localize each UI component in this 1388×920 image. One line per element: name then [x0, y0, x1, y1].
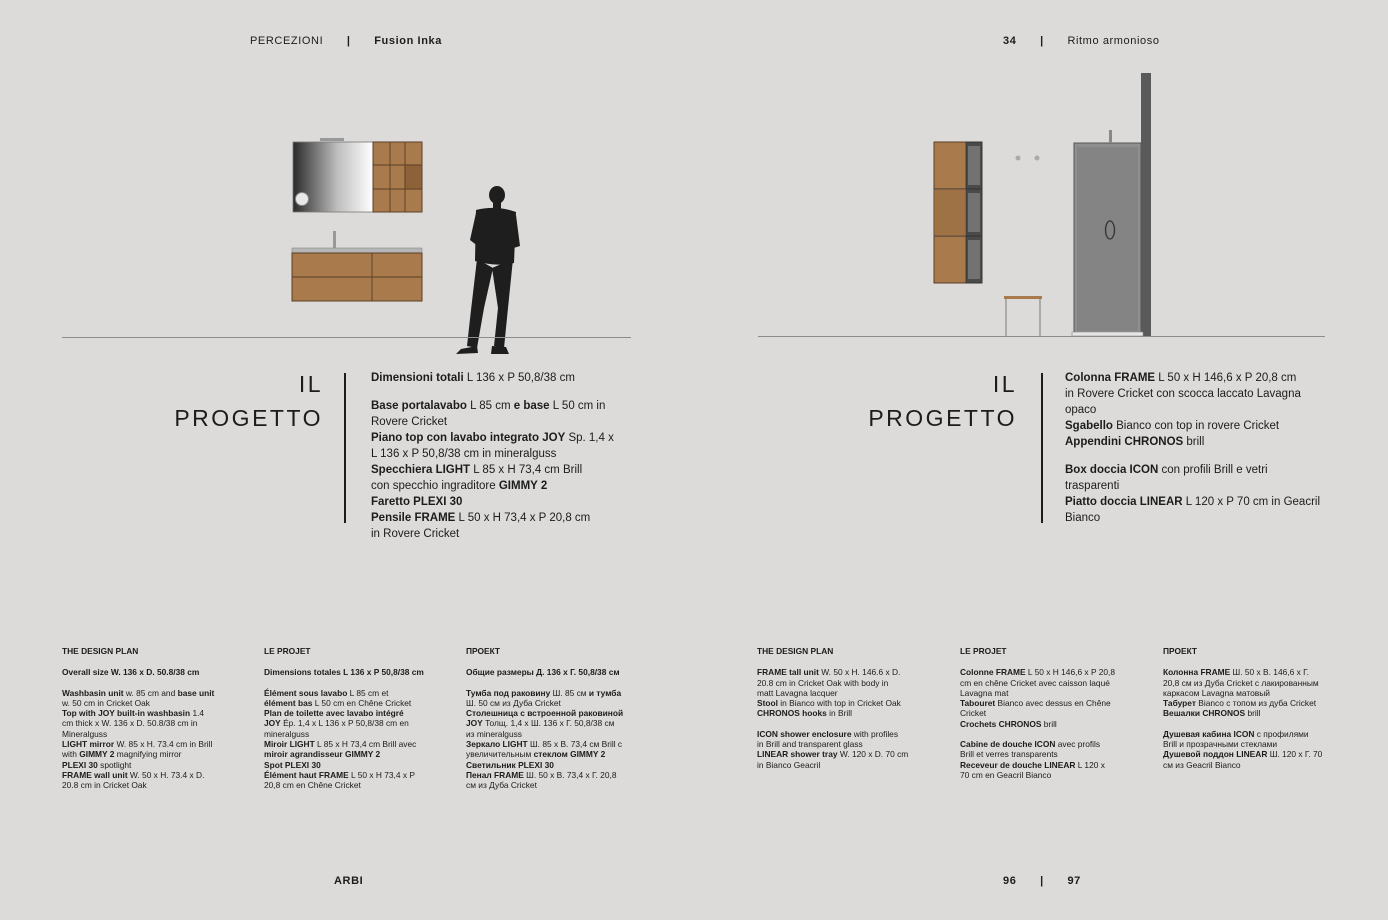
column-line [1163, 688, 1329, 698]
text-run: w. 50 cm in Cricket Oak [62, 697, 150, 708]
right-col-english [757, 646, 919, 770]
column-line [757, 729, 919, 739]
text-run: Душевая кабина ICON [1163, 728, 1255, 739]
text-run: with profiles [851, 728, 899, 739]
chronos-hooks-drawing [1016, 156, 1040, 161]
page-number-right: 97 [1067, 875, 1081, 887]
text-run: brill [1183, 436, 1205, 448]
text-run: из mineralguss [466, 728, 522, 739]
text-run: W. 50 x H. 146.6 x D. [818, 667, 901, 678]
text-run: 20,8 см из Дуба Cricket с лакированным [1163, 677, 1319, 688]
text-run: W. 50 x H. 73.4 x D. [127, 769, 205, 780]
spec-line [371, 370, 631, 386]
text-run: Ép. 1,4 x L 136 x P 50,8/38 cm en [280, 718, 409, 729]
column-heading: ПРОЕКТ [1163, 646, 1198, 656]
column-line [757, 688, 919, 698]
text-run: Miroir LIGHT [264, 739, 315, 750]
text-run: L 50 x H 146,6 x P 20,8 cm [1155, 372, 1297, 384]
text-run: opaco [1065, 404, 1097, 416]
column-line [62, 698, 224, 708]
text-run: L 85 x H 73,4 cm Brill [470, 464, 583, 476]
human-figure-silhouette [456, 186, 520, 354]
text-run: Base portalavabo [371, 400, 467, 412]
collection-title: Fusion Inka [374, 35, 442, 47]
left-floor-line [62, 337, 631, 338]
left-col-russian [466, 646, 632, 791]
column-line [62, 780, 224, 790]
text-run: GIMMY 2 [79, 749, 115, 760]
spec-line [1065, 434, 1335, 450]
text-run: w. 85 cm and [123, 687, 178, 698]
spec-line [1065, 386, 1335, 402]
text-run: Светильник PLEXI 30 [466, 759, 554, 770]
right-floor-line [758, 336, 1325, 337]
text-run: Sp. 1,4 x [565, 432, 614, 444]
column-line [62, 729, 224, 739]
text-run: Tabouret [960, 698, 996, 709]
column-line [62, 708, 224, 718]
text-run: mineralguss [264, 728, 310, 739]
column-line [264, 698, 426, 708]
text-run: L 50 cm in [549, 400, 606, 412]
column-line [466, 780, 632, 790]
left-col-french [264, 646, 426, 791]
text-run: Top with JOY built-in washbasin [62, 708, 191, 719]
right-col-french [960, 646, 1122, 780]
shower-enclosure-drawing [1072, 73, 1151, 337]
line-gap [371, 386, 631, 398]
spec-line [1065, 462, 1335, 478]
text-run: FRAME tall unit [757, 667, 819, 678]
column-line [62, 688, 224, 698]
text-run: magnifying mirror [114, 749, 182, 760]
text-run: con profili Brill e vetri [1158, 464, 1268, 476]
brand-footer: ARBI [334, 875, 364, 887]
text-run: Cabine de douche ICON [960, 739, 1056, 750]
text-run: cm en chêne Cricket avec caisson laqué [960, 677, 1110, 688]
title-line-2: PROGETTO [868, 405, 1017, 431]
text-run: Dimensions totales L 136 x P 50,8/38 cm [264, 667, 424, 678]
text-run: и тумба [588, 687, 622, 698]
text-run: Crochets CHRONOS [960, 718, 1042, 729]
column-line [960, 739, 1122, 749]
line-gap [757, 719, 919, 729]
column-line [960, 749, 1122, 759]
right-section-title [860, 367, 1017, 435]
right-title-divider [1041, 373, 1043, 523]
column-line [1163, 698, 1329, 708]
text-run: L 120 x [1075, 759, 1105, 770]
text-run: spotlight [97, 759, 132, 770]
text-run: L 136 x P 50,8/38 cm in mineralguss [371, 448, 557, 460]
text-run: Brill и прозрачными стеклами [1163, 739, 1278, 750]
frame-tall-unit-drawing [934, 142, 982, 283]
column-heading: ПРОЕКТ [466, 646, 501, 656]
text-run: 20.8 cm in Cricket Oak with body in [757, 677, 889, 688]
spec-line [1065, 510, 1335, 526]
column-line [466, 718, 632, 728]
spec-line [1065, 418, 1335, 434]
right-col-russian [1163, 646, 1329, 770]
stool-drawing [1004, 296, 1042, 336]
column-line [960, 698, 1122, 708]
text-run: L 85 cm [466, 400, 514, 412]
text-run: L 50 x H 73,4 x P [348, 769, 415, 780]
text-run: 20,8 cm en Chêne Cricket [264, 780, 361, 791]
column-line [466, 760, 632, 770]
text-run: PLEXI 30 [62, 759, 98, 770]
text-run: Bianco с топом из дуба Cricket [1195, 698, 1317, 709]
text-run: 70 cm en Geacril Bianco [960, 769, 1052, 780]
column-line [757, 708, 919, 718]
text-run: Sgabello [1065, 420, 1113, 432]
column-line [264, 688, 426, 698]
text-run: L 120 x P 70 cm in Geacril [1182, 496, 1321, 508]
text-run: увеличительным [466, 749, 534, 760]
page-number-left: 96 [1003, 875, 1017, 887]
column-line [960, 688, 1122, 698]
column-line [757, 698, 919, 708]
footer-separator: | [1040, 875, 1044, 887]
left-header [250, 35, 442, 47]
spec-line [1065, 494, 1335, 510]
left-section-title [170, 367, 323, 435]
text-run: matt Lavagna lacquer [757, 687, 838, 698]
column-line [466, 739, 632, 749]
text-run: in Brill [826, 708, 852, 719]
column-line [466, 749, 632, 759]
column-line [264, 760, 426, 770]
spec-line [371, 446, 631, 462]
column-line [960, 760, 1122, 770]
text-run: trasparenti [1065, 480, 1120, 492]
column-line [757, 739, 919, 749]
text-run: Колонна FRAME [1163, 667, 1231, 678]
column-line [960, 719, 1122, 729]
spec-line [371, 398, 631, 414]
column-line [62, 739, 224, 749]
text-run: L 85 cm et [347, 687, 389, 698]
left-composition-drawing [280, 128, 520, 360]
text-run: avec profils [1055, 739, 1101, 750]
text-run: Ш. 120 x Г. 70 [1267, 749, 1323, 760]
text-run: L 50 cm en Chêne Cricket [312, 697, 412, 708]
column-line [264, 770, 426, 780]
column-line [264, 749, 426, 759]
text-run: LIGHT mirror [62, 739, 115, 750]
text-run: стеклом GIMMY 2 [533, 749, 606, 760]
text-run: Colonne FRAME [960, 667, 1026, 678]
text-run: Ш. 50 x В. 73,4 x Г. 20,8 [523, 769, 617, 780]
text-run: Washbasin unit [62, 687, 124, 698]
column-heading: THE DESIGN PLAN [62, 646, 139, 656]
text-run: Столешница с встроенной раковиной [466, 708, 624, 719]
text-run: L 50 x H 73,4 x P 20,8 cm [455, 512, 591, 524]
text-run: JOY [466, 718, 483, 729]
column-line [1163, 708, 1329, 718]
column-heading: LE PROJET [960, 646, 1007, 656]
text-run: Colonna FRAME [1065, 372, 1156, 384]
column-line [960, 770, 1122, 780]
right-composition-drawing [925, 70, 1165, 340]
column-line [264, 667, 426, 677]
title-line-2: PROGETTO [174, 405, 323, 431]
line-gap [466, 678, 632, 688]
text-run: Stool [757, 698, 778, 709]
text-run: élément bas [264, 697, 313, 708]
collection-title: Ritmo armonioso [1067, 35, 1160, 47]
spec-line [1065, 370, 1335, 386]
text-run: Тумба под раковину [466, 687, 551, 698]
spec-line [371, 510, 631, 526]
text-run: base unit [177, 687, 215, 698]
text-run: Élément sous lavabo [264, 687, 348, 698]
spec-line [371, 462, 631, 478]
line-gap [264, 678, 426, 688]
right-header [1003, 35, 1160, 47]
text-run: with [62, 749, 80, 760]
column-line [62, 667, 224, 677]
spec-line [1065, 402, 1335, 418]
text-run: Rovere Cricket [371, 416, 448, 428]
column-line [466, 708, 632, 718]
line-gap [1163, 719, 1329, 729]
text-run: 1.4 [190, 708, 205, 719]
text-run: Brill et verres transparents [960, 749, 1058, 760]
column-line [960, 678, 1122, 688]
text-run: Lavagna mat [960, 687, 1009, 698]
column-line [1163, 749, 1329, 759]
catalog-page-number: 34 [1003, 35, 1017, 47]
vanity-unit-drawing [292, 231, 422, 301]
section-label: PERCEZIONI [250, 35, 324, 47]
page-numbers [1003, 875, 1081, 887]
spec-line [371, 414, 631, 430]
text-run: GIMMY 2 [498, 480, 548, 492]
text-run: Bianco avec dessus en Chêne [995, 698, 1111, 709]
text-run: Receveur de douche LINEAR [960, 759, 1076, 770]
text-run: Piano top con lavabo integrato JOY [371, 432, 566, 444]
column-line [960, 667, 1122, 677]
text-run: LINEAR shower tray [757, 749, 838, 760]
spec-line [371, 526, 631, 542]
spec-line [371, 494, 631, 510]
text-run: brill [1245, 708, 1261, 719]
text-run: Вешалки CHRONOS [1163, 708, 1246, 719]
column-line [62, 760, 224, 770]
text-run: Ш. 50 см из Дуба Cricket [466, 697, 561, 708]
right-spec-list [1065, 370, 1335, 526]
text-run: Зеркало LIGHT [466, 739, 528, 750]
text-run: Bianco con top in rovere Cricket [1112, 420, 1280, 432]
text-run: brill [1041, 718, 1057, 729]
text-run: Ш. 85 см [550, 687, 589, 698]
text-run: Piatto doccia LINEAR [1065, 496, 1183, 508]
text-run: Табурет [1163, 698, 1196, 709]
spec-line [371, 478, 631, 494]
light-mirror-drawing [293, 138, 373, 212]
text-run: miroir agrandisseur GIMMY 2 [264, 749, 381, 760]
text-run: Appendini CHRONOS [1065, 436, 1184, 448]
text-run: Mineralguss [62, 728, 108, 739]
column-line [1163, 667, 1329, 677]
spec-line [1065, 478, 1335, 494]
text-run: 20.8 cm in Cricket Oak [62, 780, 147, 791]
text-run: см из Дуба Cricket [466, 780, 537, 791]
text-run: каркасом Lavagna матовый [1163, 687, 1270, 698]
column-heading: THE DESIGN PLAN [757, 646, 834, 656]
column-line [466, 698, 632, 708]
text-run: L 136 x P 50,8/38 cm [463, 372, 575, 384]
text-run: CHRONOS hooks [757, 708, 827, 719]
column-line [960, 708, 1122, 718]
text-run: in Rovere Cricket con scocca laccato Lavagna [1065, 388, 1301, 400]
left-title-divider [344, 373, 346, 523]
text-run: Ш. 85 x В. 73,4 см Brill с [527, 739, 623, 750]
column-line [757, 760, 919, 770]
column-line [466, 667, 632, 677]
text-run: Faretto PLEXI 30 [371, 496, 463, 508]
column-line [757, 667, 919, 677]
text-run: W. 85 x H. 73.4 cm in Brill [114, 739, 213, 750]
column-heading: LE PROJET [264, 646, 311, 656]
column-line [62, 749, 224, 759]
text-run: in Bianco Geacril [757, 759, 821, 770]
column-line [1163, 678, 1329, 688]
text-run: Cricket [960, 708, 987, 719]
text-run: Plan de toilette avec lavabo intégré [264, 708, 404, 719]
column-line [757, 678, 919, 688]
column-line [62, 770, 224, 780]
line-gap [62, 678, 224, 688]
text-run: Box doccia ICON [1065, 464, 1159, 476]
text-run: Pensile FRAME [371, 512, 456, 524]
header-separator: | [1040, 35, 1044, 47]
column-line [264, 729, 426, 739]
text-run: Пенал FRAME [466, 769, 524, 780]
text-run: FRAME wall unit [62, 769, 128, 780]
text-run: Bianco [1065, 512, 1101, 524]
column-line [1163, 739, 1329, 749]
text-run: Dimensioni totali [371, 372, 464, 384]
text-run: L 50 x H 146,6 x P 20,8 [1025, 667, 1116, 678]
text-run: W. 120 x D. 70 cm [837, 749, 909, 760]
column-line [264, 780, 426, 790]
column-line [264, 718, 426, 728]
title-line-1: IL [992, 371, 1017, 397]
column-line [1163, 760, 1329, 770]
column-line [466, 770, 632, 780]
column-line [466, 729, 632, 739]
text-run: con specchio ingraditore [371, 480, 499, 492]
text-run: in Bianco with top in Cricket Oak [777, 698, 901, 709]
column-line [62, 718, 224, 728]
line-gap [960, 729, 1122, 739]
text-run: in Rovere Cricket [371, 528, 460, 540]
text-run: с профилями [1254, 728, 1309, 739]
text-run: JOY [264, 718, 281, 729]
column-line [757, 749, 919, 759]
text-run: Overall size W. 136 x D. 50.8/38 cm [62, 667, 200, 678]
header-separator: | [346, 35, 351, 47]
text-run: in Brill and transparent glass [757, 739, 863, 750]
text-run: e base [513, 400, 550, 412]
column-line [264, 739, 426, 749]
text-run: Толщ. 1,4 x Ш. 136 x Г. 50,8/38 см [482, 718, 615, 729]
left-col-english [62, 646, 224, 791]
text-run: ICON shower enclosure [757, 728, 852, 739]
text-run: Душевой поддон LINEAR [1163, 749, 1268, 760]
text-run: L 85 x H 73,4 cm Brill avec [314, 739, 417, 750]
text-run: Ш. 50 x В. 146,6 x Г. [1230, 667, 1309, 678]
text-run: Élément haut FRAME [264, 769, 349, 780]
column-line [1163, 729, 1329, 739]
text-run: Spot PLEXI 30 [264, 759, 321, 770]
left-spec-list [371, 370, 631, 542]
title-line-1: IL [298, 371, 323, 397]
line-gap [1065, 450, 1335, 462]
column-line [466, 688, 632, 698]
text-run: Общие размеры Д. 136 x Г. 50,8/38 см [466, 667, 620, 678]
text-run: см из Geacril Bianco [1163, 759, 1241, 770]
text-run: cm thick x W. 136 x D. 50.8/38 cm in [62, 718, 198, 729]
frame-wall-unit-drawing [373, 142, 422, 212]
text-run: Specchiera LIGHT [371, 464, 471, 476]
spec-line [371, 430, 631, 446]
column-line [264, 708, 426, 718]
